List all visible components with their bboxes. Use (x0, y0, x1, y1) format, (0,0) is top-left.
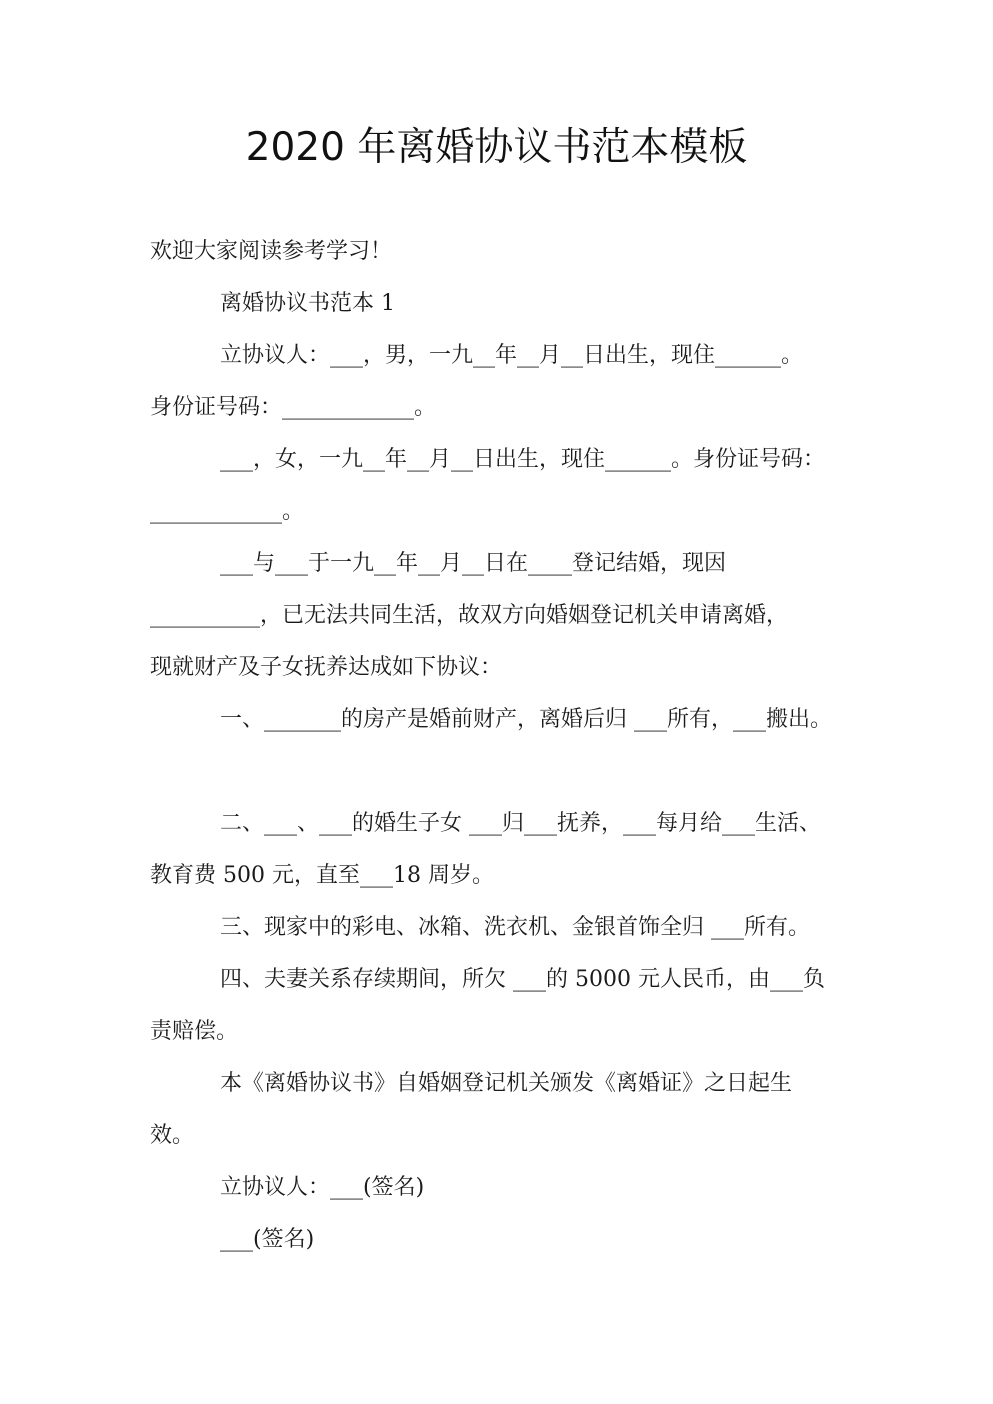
clause-four-cont: 责赔偿。 (150, 1019, 239, 1044)
marriage-line: ___与___于一九__年__月__日在____登记结婚，现因 (220, 551, 727, 576)
signature-line-one: 立协议人：___(签名) (220, 1175, 425, 1200)
effect-line-cont: 效。 (150, 1123, 195, 1148)
party-one-id-line: 身份证号码：____________。 (150, 395, 437, 420)
signature-line-two: ___(签名) (220, 1227, 315, 1252)
clause-three: 三、现家中的彩电、冰箱、洗衣机、金银首饰全归 ___所有。 (220, 915, 810, 940)
party-two-line: ___，女，一九__年__月__日出生，现住______。身份证号码： (220, 447, 826, 472)
clause-one: 一、_______的房产是婚前财产，离婚后归 ___所有，___搬出。 (220, 707, 832, 732)
section-heading: 离婚协议书范本 1 (220, 291, 395, 316)
clause-four: 四、夫妻关系存续期间，所欠 ___的 5000 元人民币，由___负 (220, 967, 825, 992)
party-one-line: 立协议人：___，男，一九__年__月__日出生，现住______。 (220, 343, 804, 368)
intro-line: 欢迎大家阅读参考学习！ (150, 239, 393, 264)
party-two-id-line: ____________。 (150, 499, 305, 524)
agreement-intro-line: 现就财产及子女抚养达成如下协议： (150, 655, 503, 680)
document-title: 2020 年离婚协议书范本模板 (245, 125, 748, 170)
clause-two-cont: 教育费 500 元，直至___18 周岁。 (150, 863, 494, 888)
effect-line: 本《离婚协议书》自婚姻登记机关颁发《离婚证》之日起生 (220, 1071, 793, 1096)
divorce-reason-line: __________，已无法共同生活，故双方向婚姻登记机关申请离婚， (150, 603, 789, 628)
clause-two: 二、___、___的婚生子女 ___归___抚养，___每月给___生活、 (220, 811, 821, 836)
